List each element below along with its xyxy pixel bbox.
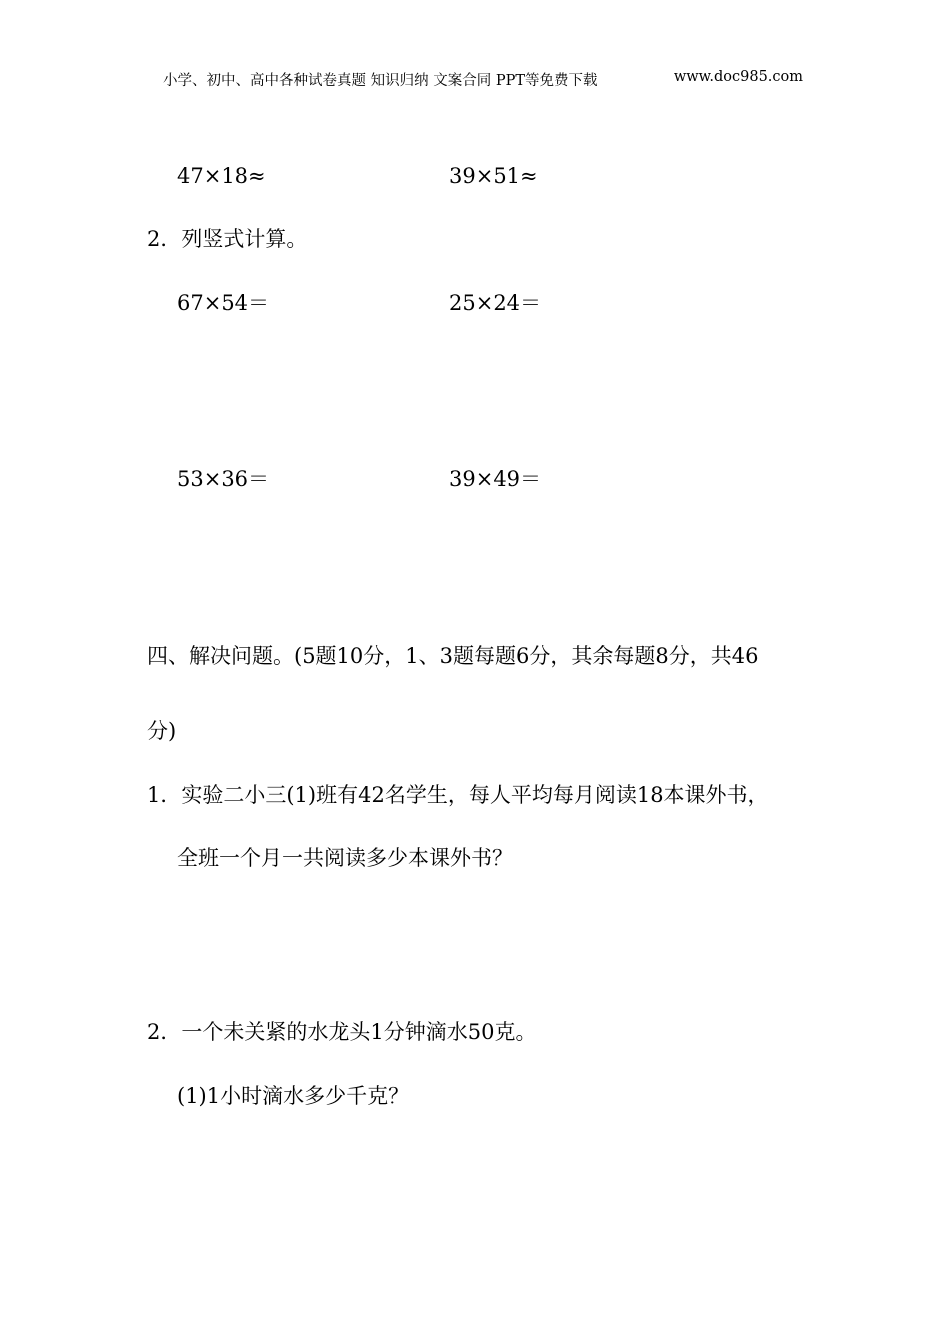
vertical-calc-item-3: 53×36＝ [177, 467, 270, 491]
vertical-calc-title: 2．列竖式计算。 [147, 227, 308, 251]
section4-title-line1: 四、解决问题。(5题10分，1、3题每题6分，其余每题8分，共46 [147, 644, 759, 668]
question2-sub1: (1)1小时滴水多少千克？ [177, 1084, 410, 1108]
vertical-calc-item-1: 67×54＝ [177, 291, 270, 315]
page-header [163, 69, 803, 90]
section4-title-line2: 分) [147, 719, 177, 743]
vertical-calc-item-4: 39×49＝ [449, 467, 542, 491]
header-text: 小学、初中、高中各种试卷真题 知识归纳 文案合同 PPT等免费下载 [163, 73, 598, 89]
header-url: www.doc985.com [673, 69, 803, 85]
estimation-item-1: 47×18≈ [177, 164, 266, 188]
estimation-item-2: 39×51≈ [449, 164, 538, 188]
vertical-calc-item-2: 25×24＝ [449, 291, 542, 315]
question1-line2: 全班一个月一共阅读多少本课外书？ [177, 846, 513, 870]
question2-line1: 2．一个未关紧的水龙头1分钟滴水50克。 [147, 1020, 537, 1044]
question1-line1: 1．实验二小三(1)班有42名学生，每人平均每月阅读18本课外书， [147, 783, 769, 807]
